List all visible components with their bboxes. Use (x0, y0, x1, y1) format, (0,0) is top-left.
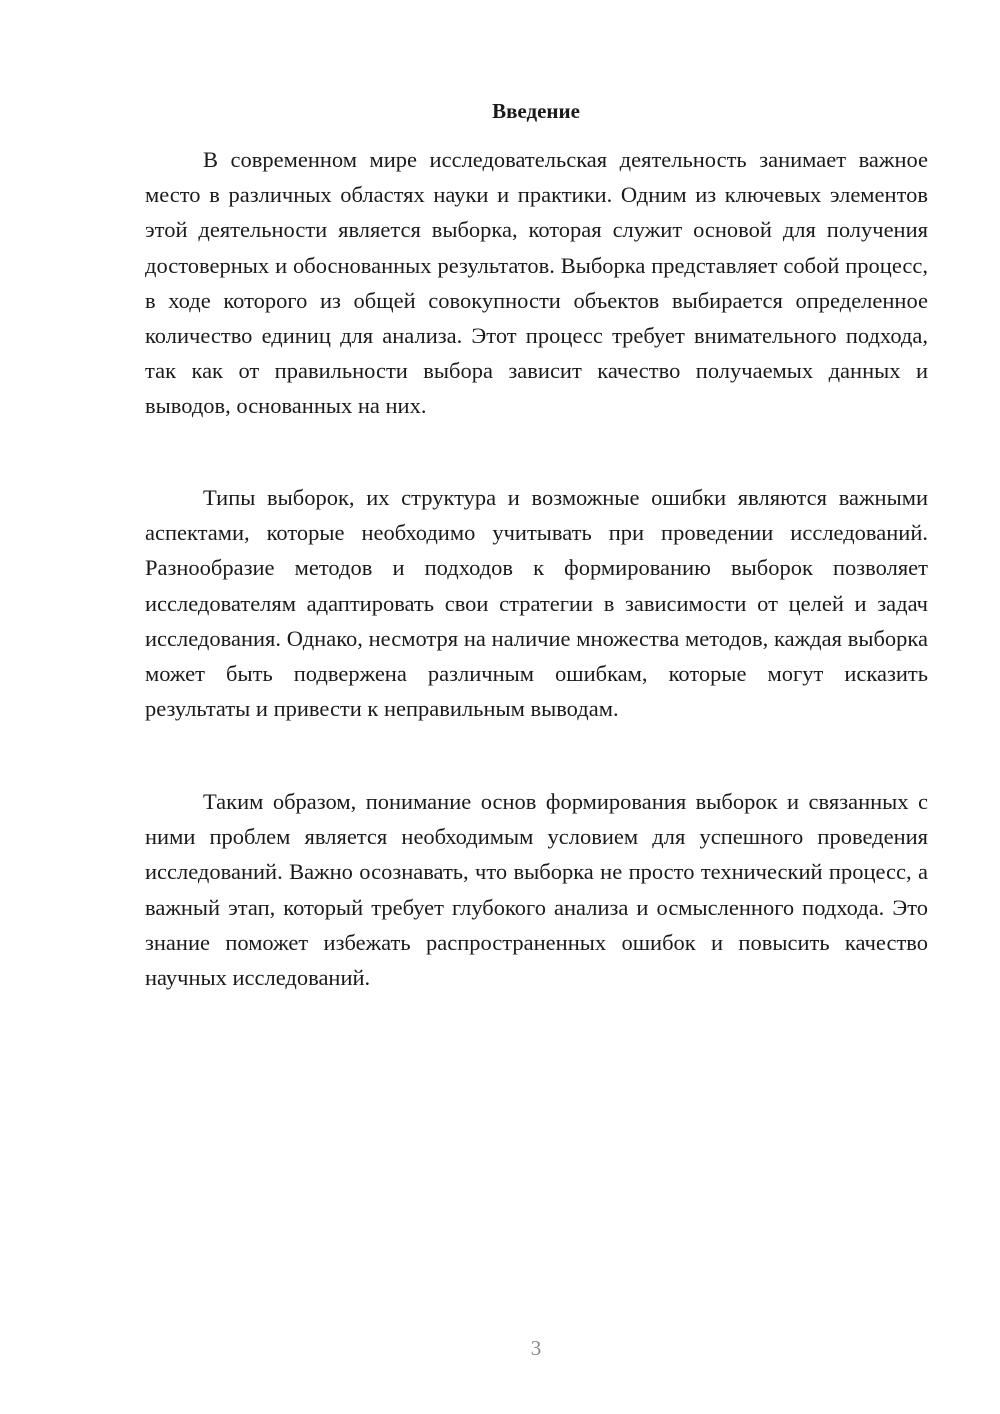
paragraph-3: Таким образом, понимание основ формирования выборок и связанных с ними проблем является необходимым условием для успешного проведения исследований. Важно осознавать, что выборка не просто технический процесс, а важный этап, который требует глубокого анализа и осмысленного подхода. Это знание поможет избежать распространенных ошибок и повысить качество научных исследований. (145, 789, 928, 991)
paragraph-2: Типы выборок, их структура и возможные ошибки являются важными аспектами, которые необходимо учитывать при проведении исследований. Разнообразие методов и подходов к формированию выборок позволяет исследователям адаптировать свои стратегии в зависимости от целей и задач исследования. Однако, несмотря на наличие множества методов, каждая выборка может быть подвержена различным ошибкам, которые могут исказить результаты и привести к неправильным выводам. (145, 485, 928, 722)
paragraph-1: В современном мире исследовательская деятельность занимает важное место в различных областях науки и практики. Одним из ключевых элементов этой деятельности является выборка, которая служит основой для получения достоверных и обоснованных результатов. Выборка представляет собой процесс, в ходе которого из общей совокупности объектов выбирается определенное количество единиц для анализа. Этот процесс требует внимательного подхода, так как от правильности выбора зависит качество получаемых данных и выводов, основанных на них. (145, 147, 928, 419)
page-number: 3 (530, 1336, 542, 1360)
section-title: Введение (492, 99, 580, 123)
